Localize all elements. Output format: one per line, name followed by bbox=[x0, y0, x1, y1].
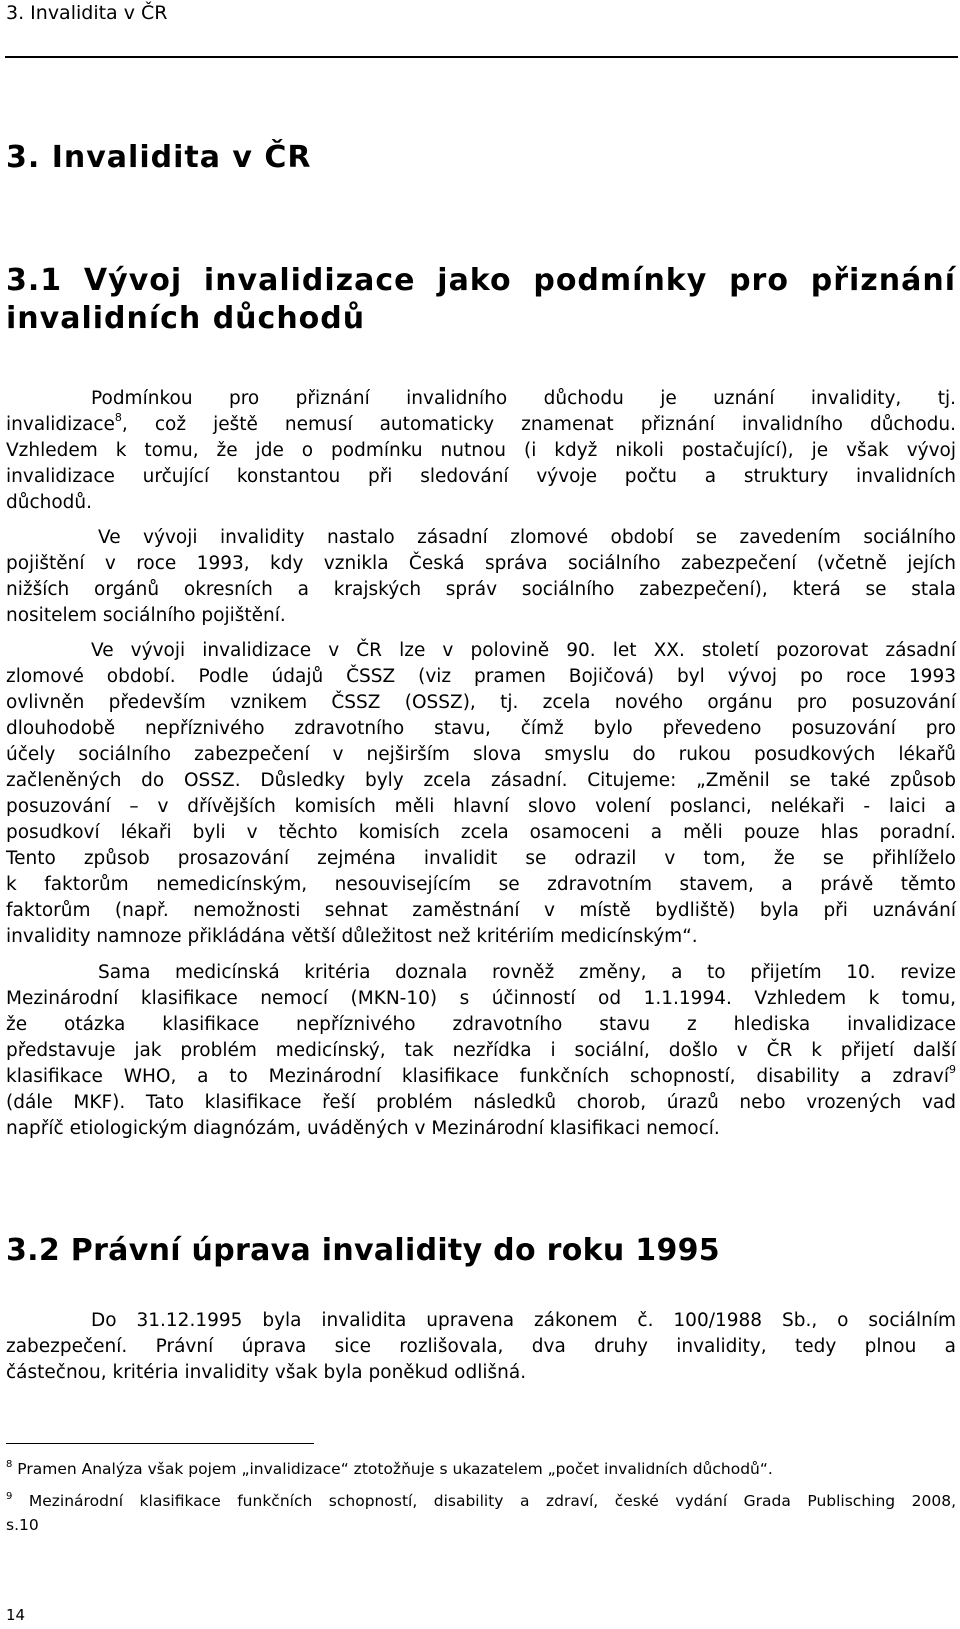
header-divider bbox=[5, 56, 958, 58]
text-line: k faktorům nemedicínským, nesouvisejícím se zdravotním stavem, a právě těmto bbox=[6, 874, 956, 895]
text-line: posudkoví lékaři byli v těchto komisích zcela osamoceni a měli pouze hlas poradní. bbox=[6, 822, 956, 843]
running-header: 3. Invalidita v ČR bbox=[6, 2, 168, 24]
section-3-2-body bbox=[6, 1308, 956, 1386]
text-line: zabezpečení. Právní úprava sice rozlišovala, dva druhy invalidity, tedy plnou a bbox=[6, 1336, 956, 1357]
text-line: představuje jak problém medicínský, tak nezřídka i sociální, došlo v ČR k přijetí další bbox=[6, 1040, 956, 1061]
footnote-8: $^8$ Pramen Analýza však pojem „invalidizace“ ztotožňuje s ukazatelem „počet invalidních důchodů“. bbox=[6, 1459, 773, 1478]
text-line: napříč etiologickým diagnózám, uváděných v Mezinárodní klasifikaci nemocí. bbox=[6, 1118, 720, 1139]
text-line: částečnou, kritéria invalidity však byla poněkud odlišná. bbox=[6, 1362, 527, 1383]
text-line: ovlivněn především vznikem ČSSZ (OSSZ), tj. zcela nového orgánu pro posuzování bbox=[6, 692, 956, 713]
section-3-1-title-line1: 3.1 Vývoj invalidizace jako podmínky pro přiznání bbox=[6, 263, 956, 298]
text-line: nositelem sociálního pojištění. bbox=[6, 605, 286, 626]
footnotes bbox=[6, 1457, 956, 1537]
footnote-ref-8[interactable]: 8 bbox=[114, 411, 122, 424]
text-line: Ve vývoji invalidizace v ČR lze v polovině 90. let XX. století pozorovat zásadní bbox=[91, 640, 956, 661]
text-line: Podmínkou pro přiznání invalidního důchodu je uznání invalidity, tj. bbox=[91, 388, 956, 409]
text-line: Do 31.12.1995 byla invalidita upravena zákonem č. 100/1988 Sb., o sociálním bbox=[91, 1310, 956, 1331]
text-line: invalidizace$^8$, což ještě nemusí automaticky znamenat přiznání invalidního důchodu. bbox=[6, 411, 956, 435]
page-number: 14 bbox=[6, 1606, 26, 1624]
text-line: nižších orgánů okresních a krajských správ sociálního zabezpečení), která se stala bbox=[6, 579, 956, 600]
section-3-2-title: 3.2 Právní úprava invalidity do roku 1995 bbox=[6, 1233, 720, 1268]
text-line: zlomové období. Podle údajů ČSSZ (viz pramen Bojičová) byl vývoj po roce 1993 bbox=[6, 666, 956, 687]
text-line: klasifikace WHO, a to Mezinárodní klasifikace funkčních schopností, disability a zdraví$^9$ bbox=[6, 1063, 956, 1087]
footnote-9-cont: s.10 bbox=[6, 1516, 39, 1534]
text-line: účely sociálního zabezpečení v nejširším slova smyslu do rukou posudkových lékařů bbox=[6, 744, 956, 765]
text-line: začleněných do OSSZ. Důsledky byly zcela zásadní. Citujeme: „Změnil se také způsob bbox=[6, 770, 956, 791]
section-3-1-title-line2: invalidních důchodů bbox=[6, 301, 366, 336]
footnote-ref-9[interactable]: 9 bbox=[949, 1063, 956, 1076]
footnote-marker: 8 bbox=[6, 1459, 13, 1470]
text-line: Vzhledem k tomu, že jde o podmínku nutnou (i když nikoli postačující), je však vývoj bbox=[6, 440, 956, 461]
text-line: že otázka klasifikace nepříznivého zdravotního stavu z hlediska invalidizace bbox=[6, 1014, 956, 1035]
text-line: důchodů. bbox=[6, 492, 93, 513]
text-line: (dále MKF). Tato klasifikace řeší problém následků chorob, úrazů nebo vrozených vad bbox=[6, 1092, 956, 1113]
section-3-1-body bbox=[6, 386, 956, 1142]
footnote-9: $^9$ Mezinárodní klasifikace funkčních schopností, disability a zdraví, české vydání Grada Publisching 2008, bbox=[6, 1491, 956, 1510]
chapter-title: 3. Invalidita v ČR bbox=[6, 140, 312, 175]
text-line: Mezinárodní klasifikace nemocí (MKN-10) s účinností od 1.1.1994. Vzhledem k tomu, bbox=[6, 988, 956, 1009]
text-line: faktorům (např. nemožnosti sehnat zaměstnání v místě bydliště) byla při uznávání bbox=[6, 900, 956, 921]
text-line: Ve vývoji invalidity nastalo zásadní zlomové období se zavedením sociálního bbox=[98, 527, 956, 548]
text-line: invalidizace určující konstantou při sledování vývoje počtu a struktury invalidních bbox=[6, 466, 956, 487]
footnote-divider bbox=[6, 1443, 314, 1444]
text-line: invalidity namnoze přikládána větší důležitost než kritériím medicínským“. bbox=[6, 926, 698, 947]
text-line: posuzování – v dřívějších komisích měli hlavní slovo volení poslanci, nelékaři - laici a bbox=[6, 796, 956, 817]
text-line: dlouhodobě nepříznivého zdravotního stavu, čímž bylo převedeno posuzování pro bbox=[6, 718, 956, 739]
text-line: pojištění v roce 1993, kdy vznikla Česká správa sociálního zabezpečení (včetně jejích bbox=[6, 553, 956, 574]
text-line: Sama medicínská kritéria doznala rovněž změny, a to přijetím 10. revize bbox=[98, 962, 956, 983]
text-line: Tento způsob prosazování zejména invalidit se odrazil v tom, že se přihlíželo bbox=[6, 848, 956, 869]
footnote-marker: 9 bbox=[6, 1491, 13, 1502]
